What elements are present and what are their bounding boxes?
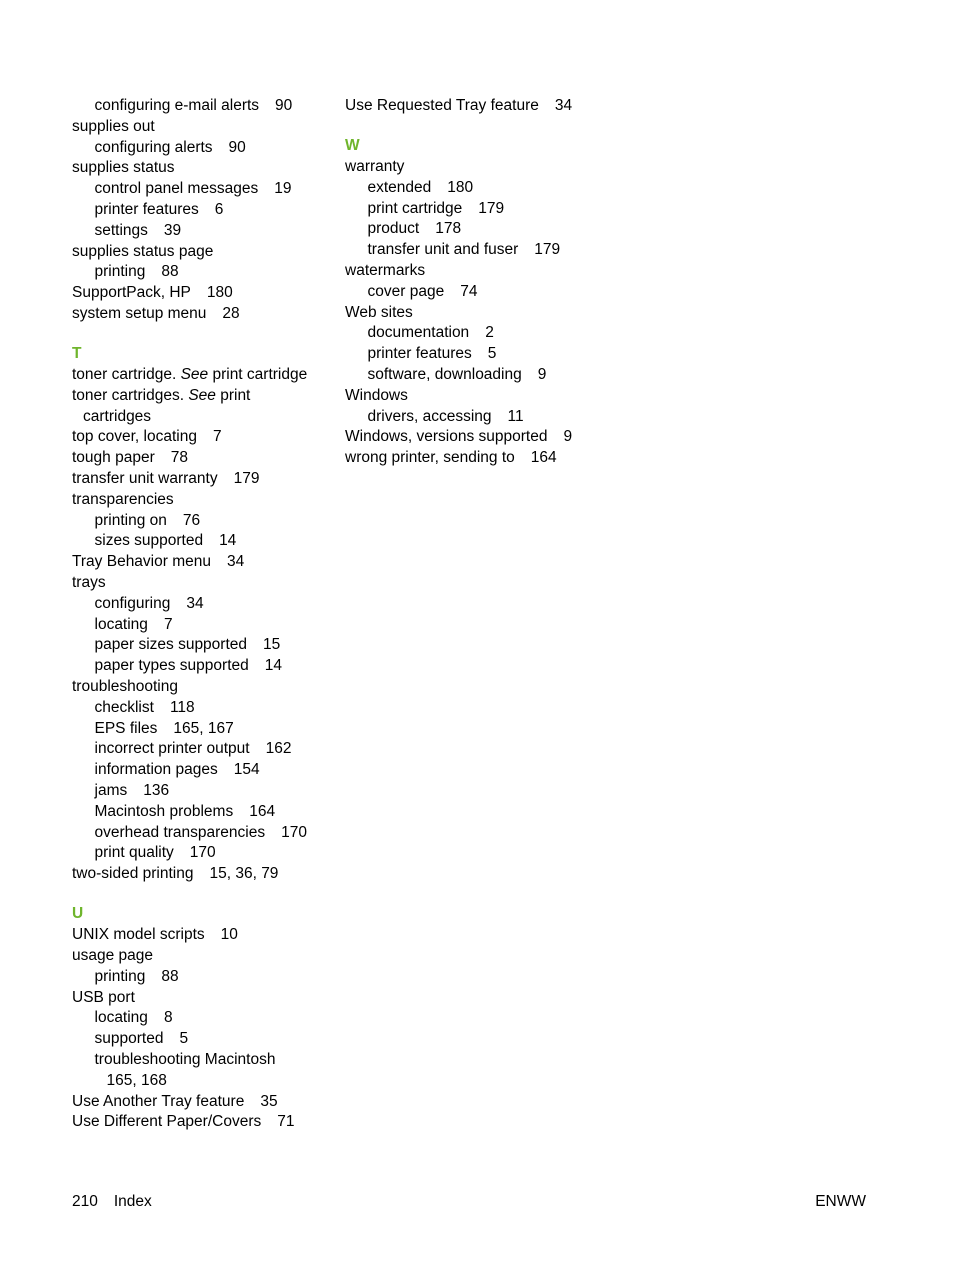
index-term: warranty	[345, 158, 405, 176]
index-entry	[72, 448, 334, 469]
index-entry	[72, 988, 334, 1009]
index-page-ref: 74	[460, 282, 478, 300]
index-entry	[72, 925, 334, 946]
footer-right: ENWW	[815, 1193, 866, 1210]
index-subentry	[72, 802, 334, 823]
index-subentry	[72, 781, 334, 802]
index-subentry	[72, 200, 334, 221]
index-subentry	[345, 240, 607, 261]
index-entry	[72, 1092, 334, 1113]
index-page-ref: 71	[277, 1113, 295, 1131]
index-subentry	[72, 1029, 334, 1050]
index-term: locating	[94, 615, 148, 633]
see-reference-label: See	[188, 386, 216, 404]
index-subentry	[72, 179, 334, 200]
index-subentry	[345, 407, 607, 428]
index-term: tough paper	[72, 449, 155, 467]
index-term: print quality	[94, 844, 174, 862]
index-term: transfer unit warranty	[72, 470, 218, 488]
index-entry	[72, 365, 334, 386]
index-page-ref: 88	[161, 967, 179, 985]
index-page-ref: 179	[478, 199, 505, 217]
index-entry	[345, 386, 607, 407]
index-term: watermarks	[345, 262, 426, 280]
see-reference-target: print cartridge	[208, 366, 308, 384]
index-subentry	[72, 760, 334, 781]
index-term: transfer unit and fuser	[367, 241, 519, 259]
index-letter-heading: T	[72, 345, 82, 363]
index-term: configuring	[94, 594, 171, 612]
index-page-ref: 28	[222, 304, 240, 322]
index-term: EPS files	[94, 719, 158, 737]
index-page-ref: 14	[219, 532, 237, 550]
index-subentry	[72, 967, 334, 988]
index-term: incorrect printer output	[94, 740, 250, 758]
index-entry	[72, 283, 334, 304]
index-term: print cartridge	[367, 199, 463, 217]
index-page-ref: 5	[487, 345, 497, 363]
index-term: printing	[94, 263, 146, 281]
index-letter-heading: U	[72, 905, 84, 923]
index-subentry	[72, 531, 334, 552]
index-page-ref: 5	[179, 1030, 189, 1048]
page-number: 210	[72, 1193, 98, 1210]
index-term: printer features	[367, 345, 472, 363]
index-page-ref: 154	[233, 761, 260, 779]
index-term: control panel messages	[94, 180, 259, 198]
index-page-ref: 9	[563, 428, 573, 446]
index-page-ref: 19	[274, 180, 292, 198]
index-subentry	[72, 262, 334, 283]
index-term: troubleshooting Macintosh	[94, 1051, 276, 1069]
index-entry	[345, 303, 607, 324]
index-term: SupportPack, HP	[72, 284, 191, 302]
index-entry	[345, 448, 607, 469]
index-term: drivers, accessing	[367, 407, 492, 425]
index-term: configuring e-mail alerts	[94, 97, 260, 114]
index-term: two-sided printing	[72, 865, 194, 883]
index-subentry	[345, 178, 607, 199]
index-subentry	[72, 719, 334, 740]
index-subentry	[72, 594, 334, 615]
index-term: transparencies	[72, 490, 174, 508]
index-subentry	[72, 615, 334, 636]
index-column-left	[72, 96, 334, 1133]
index-term: sizes supported	[94, 532, 204, 550]
index-term: Use Another Tray feature	[72, 1092, 245, 1110]
index-term: jams	[94, 782, 128, 799]
index-page-ref: 180	[447, 178, 474, 196]
index-page-ref: 34	[554, 97, 573, 114]
index-page-ref: 164	[530, 449, 557, 467]
index-entry	[72, 407, 334, 428]
index-term: product	[367, 220, 420, 238]
index-subentry	[345, 199, 607, 220]
index-page-ref: 179	[534, 241, 561, 259]
index-page-ref: 78	[170, 449, 188, 467]
index-term: supplies status	[72, 159, 175, 177]
index-term: information pages	[94, 761, 218, 779]
index-page-ref: 7	[163, 615, 173, 633]
index-page-ref: 76	[182, 511, 201, 529]
index-subentry	[345, 323, 607, 344]
index-page-ref: 162	[265, 740, 292, 758]
index-term: trays	[72, 574, 106, 592]
index-page-ref: 34	[227, 553, 245, 571]
index-page-ref: 118	[169, 698, 195, 716]
footer-left	[72, 1192, 152, 1212]
index-term: toner cartridges.	[72, 386, 189, 404]
index-page-ref: 8	[163, 1009, 173, 1027]
index-term: top cover, locating	[72, 428, 197, 446]
index-page-ref: 90	[228, 138, 246, 156]
index-entry	[72, 677, 334, 698]
index-page-ref: 170	[281, 823, 307, 841]
index-entry	[72, 386, 334, 407]
index-subentry	[72, 635, 334, 656]
index-subentry	[72, 1050, 334, 1071]
index-letter-heading: W	[345, 137, 360, 155]
index-page-ref: 180	[206, 284, 233, 302]
index-term: locating	[94, 1009, 148, 1027]
index-entry	[345, 96, 607, 117]
index-term: cartridges	[83, 407, 152, 425]
index-entry	[72, 427, 334, 448]
index-entry	[345, 427, 607, 448]
index-column-right	[345, 96, 607, 469]
index-term: software, downloading	[367, 366, 522, 384]
index-term: 165, 168	[106, 1071, 167, 1089]
index-term: supplies out	[72, 117, 155, 135]
index-page-ref: 11	[507, 407, 524, 425]
index-page-ref: 2	[485, 324, 494, 342]
index-page-ref: 35	[260, 1092, 278, 1110]
see-reference-target: print	[215, 386, 251, 404]
index-term: wrong printer, sending to	[345, 449, 515, 467]
index-page-ref: 9	[537, 366, 547, 384]
index-page-ref: 178	[435, 220, 462, 238]
index-page-ref: 34	[186, 594, 204, 612]
index-term: toner cartridge.	[72, 366, 181, 384]
index-entry	[72, 469, 334, 490]
index-term: supported	[94, 1030, 164, 1048]
index-entry	[72, 304, 334, 325]
index-term: checklist	[94, 698, 154, 716]
index-term: settings	[94, 221, 148, 239]
index-page-ref: 165, 167	[173, 719, 234, 737]
index-term: troubleshooting	[72, 678, 178, 696]
index-entry	[72, 552, 334, 573]
index-page-ref: 39	[163, 221, 182, 239]
index-page-ref: 90	[275, 97, 293, 114]
index-term: documentation	[367, 324, 470, 342]
index-term: extended	[367, 178, 432, 196]
index-entry	[72, 573, 334, 594]
index-subentry	[72, 1071, 334, 1092]
index-term: Windows, versions supported	[345, 428, 548, 446]
index-page-ref: 7	[212, 428, 222, 446]
index-entry	[72, 1112, 334, 1133]
see-reference-label: See	[180, 366, 209, 384]
index-term: Use Requested Tray feature	[345, 97, 539, 114]
index-entry	[72, 946, 334, 967]
index-subentry	[72, 1008, 334, 1029]
index-page-ref: 170	[189, 844, 216, 862]
index-term: overhead transparencies	[94, 823, 266, 841]
index-entry	[345, 157, 607, 178]
index-term: cover page	[367, 282, 445, 300]
index-subentry	[345, 344, 607, 365]
index-page-ref: 10	[220, 926, 238, 944]
index-term: UNIX model scripts	[72, 926, 205, 944]
index-entry	[72, 490, 334, 511]
index-term: Web sites	[345, 303, 413, 321]
index-subentry	[72, 739, 334, 760]
index-term: configuring alerts	[94, 138, 213, 156]
index-term: supplies status page	[72, 242, 214, 260]
index-term: Tray Behavior menu	[72, 553, 211, 571]
index-subentry	[72, 843, 334, 864]
index-subentry	[72, 698, 334, 719]
index-subentry	[72, 96, 334, 117]
index-term: paper types supported	[94, 657, 249, 675]
index-entry	[72, 242, 334, 263]
index-term: Windows	[345, 386, 408, 404]
index-term: Macintosh problems	[94, 802, 234, 820]
index-term: Use Different Paper/Covers	[72, 1113, 262, 1131]
index-entry	[72, 158, 334, 179]
index-subentry	[345, 219, 607, 240]
index-subentry	[72, 656, 334, 677]
index-term: printing on	[94, 511, 167, 529]
index-page-ref: 14	[264, 657, 282, 675]
index-entry	[345, 261, 607, 282]
index-entry	[72, 117, 334, 138]
index-page-ref: 179	[233, 470, 260, 488]
index-subentry	[345, 365, 607, 386]
index-page-ref: 164	[249, 802, 276, 820]
footer-section: Index	[113, 1193, 152, 1210]
index-term: printing	[94, 967, 146, 985]
index-page-ref: 6	[214, 200, 224, 218]
index-subentry	[72, 221, 334, 242]
index-term: system setup menu	[72, 304, 207, 322]
index-page-ref: 15	[263, 636, 281, 654]
index-entry	[72, 864, 334, 885]
index-subentry	[72, 138, 334, 159]
index-page-ref: 15, 36, 79	[209, 865, 279, 883]
index-page-ref: 88	[161, 263, 179, 281]
index-term: paper sizes supported	[94, 636, 248, 654]
index-subentry	[72, 511, 334, 532]
index-term: USB port	[72, 988, 135, 1006]
index-term: usage page	[72, 947, 154, 965]
index-term: printer features	[94, 200, 199, 218]
index-page-ref: 136	[143, 782, 170, 799]
index-subentry	[72, 823, 334, 844]
index-subentry	[345, 282, 607, 303]
